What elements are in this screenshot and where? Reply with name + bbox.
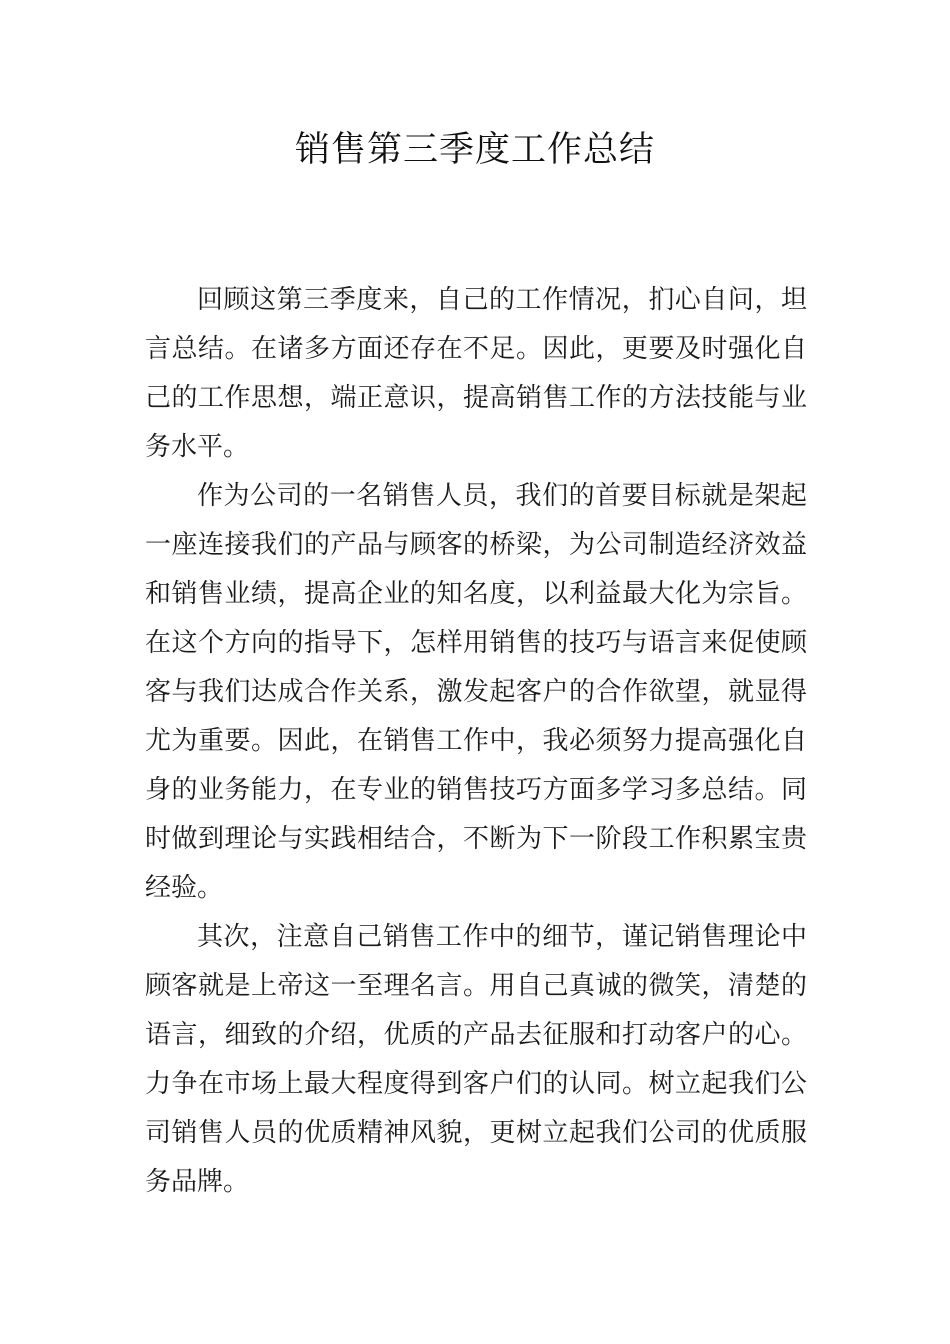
paragraph-2: 作为公司的一名销售人员，我们的首要目标就是架起一座连接我们的产品与顾客的桥梁，为公司制造经济效益和销售业绩，提高企业的知名度，以利益最大化为宗旨。在这个方向的指导下，怎样用销售的技巧与语言来促使顾客与我们达成合作关系，激发起客户的合作欲望，就显得尤为重要。因此，在销售工作中，我必须努力提高强化自身的业务能力，在专业的销售技巧方面多学习多总结。同时做到理论与实践相结合，不断为下一阶段工作积累宝贵经验。 xyxy=(145,481,807,903)
document-body xyxy=(145,276,807,1207)
paragraph-1: 回顾这第三季度来，自己的工作情况，扪心自问，坦言总结。在诸多方面还存在不足。因此，更要及时强化自己的工作思想，端正意识，提高销售工作的方法技能与业务水平。 xyxy=(145,285,807,462)
paragraph-3: 其次，注意自己销售工作中的细节，谨记销售理论中顾客就是上帝这一至理名言。用自己真诚的微笑，清楚的语言，细致的介绍，优质的产品去征服和打动客户的心。力争在市场上最大程度得到客户们的认同。树立起我们公司销售人员的优质精神风貌，更树立起我们公司的优质服务品牌。 xyxy=(145,922,807,1197)
document-title: 销售第三季度工作总结 xyxy=(294,130,655,170)
